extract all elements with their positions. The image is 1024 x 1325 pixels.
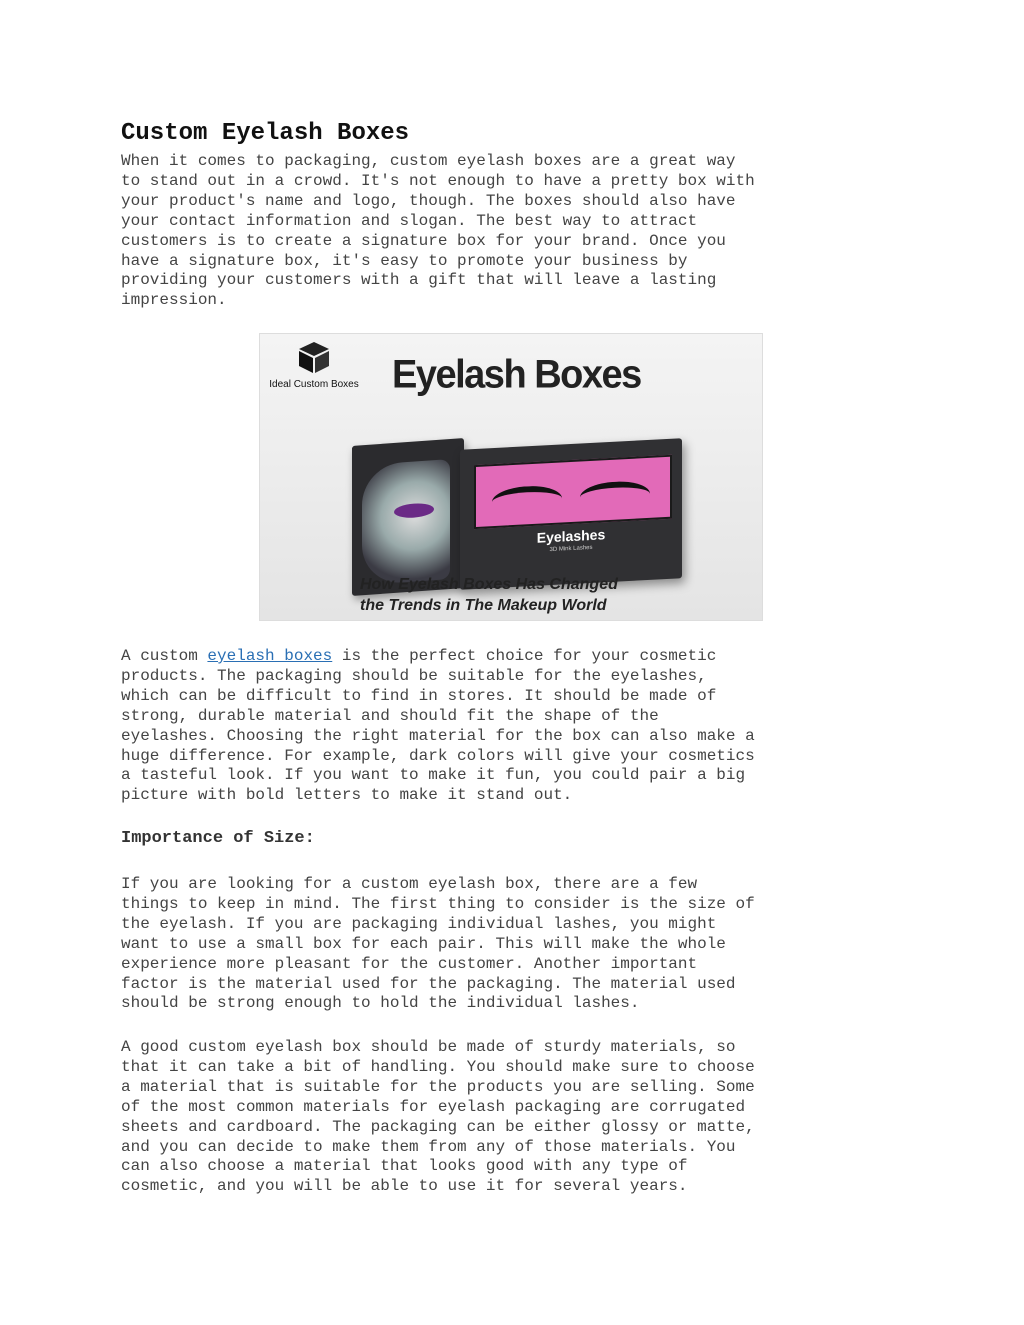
- para2-rest: is the perfect choice for your cosmetic products. The packaging should be suitable for the eyelashes, which can be difficult to find in stores. It should be made of strong, durable material and should fit the shape of the eyelashes. Choosing the right material for the box can also make a huge difference. For example, dark colors will give your cosmetics a tasteful look. If you want to make it fun, you could pair a big picture with bold letters to make it stand out.: [121, 647, 755, 805]
- face-artwork: [362, 459, 450, 585]
- box-window: [474, 455, 672, 529]
- article-header: [121, 118, 911, 150]
- para4-paragraph: A good custom eyelash box should be made of sturdy materials, so that it can take a bit of handling. You should make sure to choose a material that is suitable for the products you are selling. Some of the most common materials for eyelash packaging are corrugated sheets and cardboard. The packaging can be either glossy or matte, and you can decide to make them from any of those materials. You can also choose a material that looks good with any type of cosmetic, and you will be able to use it for several years.: [121, 1038, 755, 1196]
- page-title: Custom Eyelash Boxes: [121, 120, 410, 147]
- section-heading: Importance of Size:: [121, 829, 315, 848]
- para2-section: [121, 647, 911, 806]
- para3-paragraph: If you are looking for a custom eyelash box, there are a few things to keep in mind. The first thing to consider is the size of the eyelash. If you are packaging individual lashes, you might want to use a small box for each pair. This will make the whole experience more pleasant for the customer. Another important factor is the material used for the packaging. The material used should be strong enough to hold the individual lashes.: [121, 875, 755, 1013]
- box-sublabel: 3D Mink Lashes: [549, 544, 593, 554]
- para2-paragraph: [121, 647, 911, 806]
- eyelash-box-open: [352, 438, 464, 596]
- para4-section: [121, 1038, 911, 1197]
- figure-heading: Eyelash Boxes: [392, 352, 641, 398]
- size-section-header: [121, 829, 911, 849]
- brand-name: Ideal Custom Boxes: [269, 379, 359, 390]
- eyelash-boxes-image: [259, 333, 763, 621]
- para2-lead: A custom: [121, 647, 208, 665]
- eyelash-boxes-link[interactable]: eyelash boxes: [207, 647, 333, 665]
- intro-section: [121, 152, 911, 311]
- eyelash-box-window: [460, 438, 682, 590]
- para3-section: [121, 875, 911, 1014]
- eyelash-right: [580, 480, 650, 512]
- eyelash-left: [492, 484, 562, 516]
- brand-logo: [264, 340, 364, 390]
- intro-paragraph: When it comes to packaging, custom eyelash boxes are a great way to stand out in a crowd. It's not enough to have a pretty box with your product's name and logo, though. The boxes should also have your contact information and slogan. The best way to attract customers is to create a signature box for your brand. Once you have a signature box, it's easy to promote your business by providing your customers with a gift that will leave a lasting impression.: [121, 152, 755, 310]
- cube-logo-icon: [296, 340, 332, 374]
- box-label: Eyelashes: [536, 526, 606, 546]
- figure-caption: How Eyelash Boxes Has Changed the Trends in The Makeup World: [360, 576, 618, 614]
